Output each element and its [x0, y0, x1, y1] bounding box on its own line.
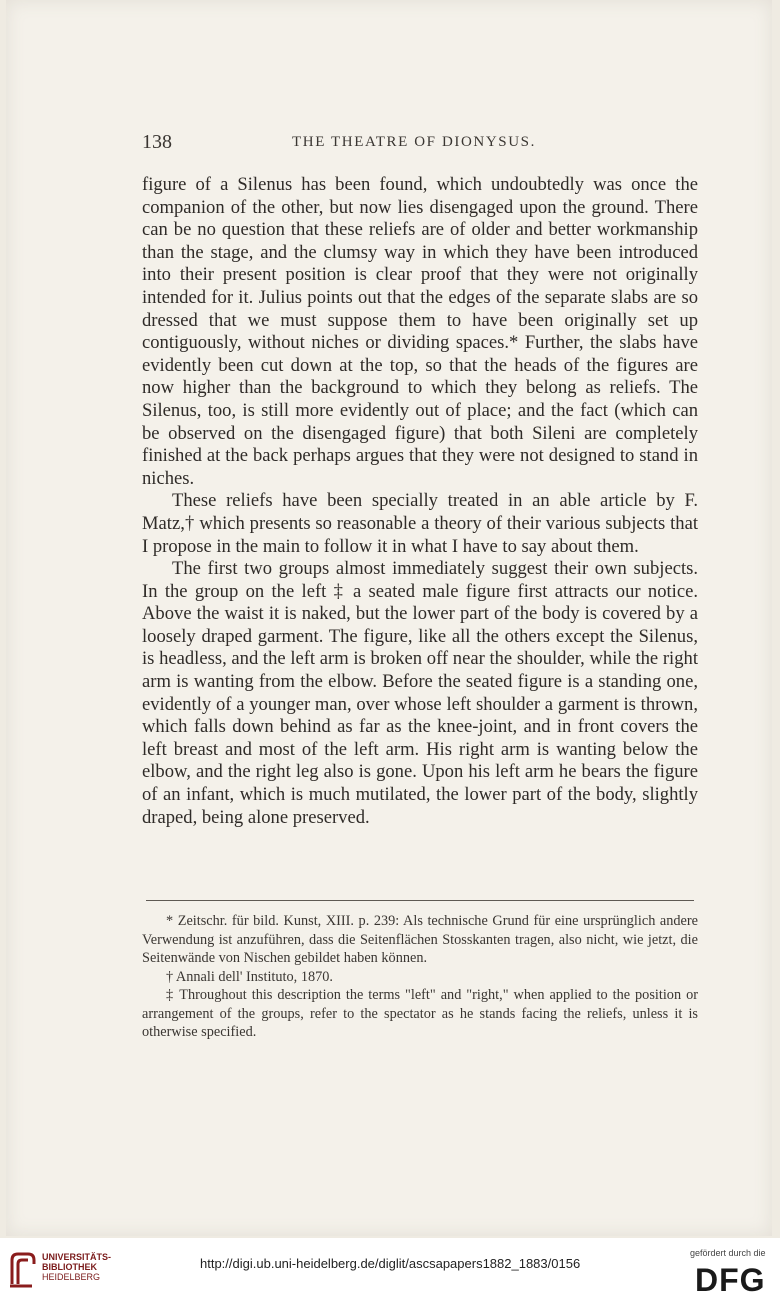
library-name [42, 1252, 111, 1282]
permalink-url[interactable]: http://digi.ub.uni-heidelberg.de/diglit/ascsapapers1882_1883/0156 [200, 1256, 581, 1271]
library-line-2: BIBLIOTHEK [42, 1262, 97, 1272]
library-line-1: UNIVERSITÄTS- [42, 1252, 112, 1262]
footnote-2: † Annali dell' Instituto, 1870. [166, 968, 333, 985]
footnote-divider [146, 900, 694, 901]
library-logo-icon [8, 1250, 36, 1288]
footnote-1: * Zeitschr. für bild. Kunst, XIII. p. 239: Als technische Grund für eine ursprünglich andere Verwendung ist anzuführen, dass die Seitenflächen Stosskanten tragen, also nicht, wie jetzt, die Seitenwände von Nischen gebildet haben können. [142, 913, 698, 966]
dfg-logo-icon: DFG [695, 1262, 766, 1298]
library-line-3: HEIDELBERG [42, 1272, 101, 1282]
running-title: THE THEATRE OF DIONYSUS. [292, 134, 536, 150]
paragraph-2: These reliefs have been specially treated in an able article by F. Matz,† which presents so reasonable a theory of their various subjects that I propose in the main to follow it in what I have to say about them. [142, 490, 698, 557]
funded-by-label: gefördert durch die [690, 1248, 766, 1258]
footnotes [142, 912, 698, 1042]
footnote-3: ‡ Throughout this description the terms "left" and "right," when applied to the position or arrangement of the groups, refer to the spectator as he stands facing the reliefs, unless it is otherwise specified. [142, 987, 698, 1040]
running-head [142, 131, 698, 155]
page-number: 138 [142, 131, 172, 153]
body-text [142, 174, 698, 829]
paragraph-1: figure of a Silenus has been found, which undoubtedly was once the companion of the other, but now lies disengaged upon the ground. There can be no question that these reliefs are of older and better workmanship than the stage, and the clumsy way in which they have been introduced into their present position is clear proof that they were not originally intended for it. Julius points out that the edges of the separate slabs are so dressed that we must suppose them to have been originally set up contiguously, without niches or dividing spaces.* Further, the slabs have evidently been cut down at the top, so that the heads of the figures are now higher than the background to which they belong as reliefs. The Silenus, too, is still more evidently out of place; and the fact (which can be observed on the disengaged figure) that both Sileni are completely finished at the back perhaps argues that they were not designed to stand in niches. [142, 174, 698, 489]
paragraph-3: The first two groups almost immediately suggest their own subjects. In the group on the left ‡ a seated male figure first attracts our notice. Above the waist it is naked, but the lower part of the body is covered by a loosely draped garment. The figure, like all the others except the Silenus, is headless, and the left arm is broken off near the shoulder, while the right arm is wanting from the elbow. Before the seated figure is a standing one, evidently of a younger man, over whose left shoulder a garment is thrown, which falls down behind as far as the knee-joint, and in front covers the left breast and most of the left arm. His right arm is wanting below the elbow, and the right leg also is gone. Upon his left arm he bears the figure of an infant, which is much mutilated, the lower part of the body, slightly draped, being alone preserved. [142, 558, 698, 828]
